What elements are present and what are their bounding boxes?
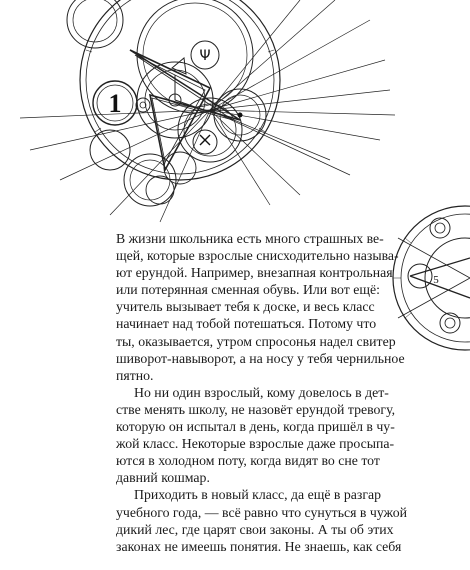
text-line: Приходить в новый класс, да ещё в разгар — [134, 487, 382, 503]
text-line: ются в холодном поту, когда видят во сне тот — [116, 453, 380, 469]
paragraph — [116, 384, 396, 487]
numeral-one: 1 — [108, 89, 122, 118]
numeral-five: 5 — [433, 274, 439, 286]
text-line: стве менять школу, не назовёт ерундой тревогу, — [116, 401, 396, 417]
trident-glyph: Ψ — [199, 48, 211, 64]
cross-symbol — [200, 135, 210, 145]
text-line: учебного года, — всё равно что сунуться в чужой — [116, 504, 408, 520]
text-line: ют ерундой. Например, внезапная контрольная — [116, 265, 393, 281]
text-line: Но ни один взрослый, кому довелось в дет- — [134, 384, 389, 400]
text-line: учитель вызывает тебя к доске, и весь класс — [116, 299, 375, 315]
text-line: начинает над тобой потешаться. Потому что — [116, 316, 377, 332]
clockwork-illustration-top — [0, 0, 400, 228]
text-line: жой класс. Некоторые взрослые даже просыпа- — [116, 436, 395, 452]
text-line: щей, которые взрослые снисходительно называ- — [116, 248, 399, 264]
body-text — [116, 230, 408, 555]
text-line: ты, оказывается, утром спросонья надел свитер — [116, 333, 396, 349]
text-line: В жизни школьника есть много страшных ве- — [116, 231, 384, 246]
text-line: или потерянная сменная обувь. Или вот ещё: — [116, 282, 380, 298]
dot-symbol — [238, 113, 243, 118]
paragraph — [116, 486, 408, 554]
text-line: шиворот-навыворот, а на носу у тебя чернильное — [116, 350, 405, 366]
paragraph — [116, 230, 405, 384]
text-line: пятно. — [116, 367, 154, 383]
text-line: которую он испытал в день, когда пришёл в чу- — [116, 419, 395, 435]
text-line: дикий лес, где царят свои законы. А ты об этих — [116, 521, 394, 537]
text-line: давний кошмар. — [116, 470, 210, 486]
text-line: законах не имеешь понятия. Не знаешь, как себя — [116, 538, 402, 554]
